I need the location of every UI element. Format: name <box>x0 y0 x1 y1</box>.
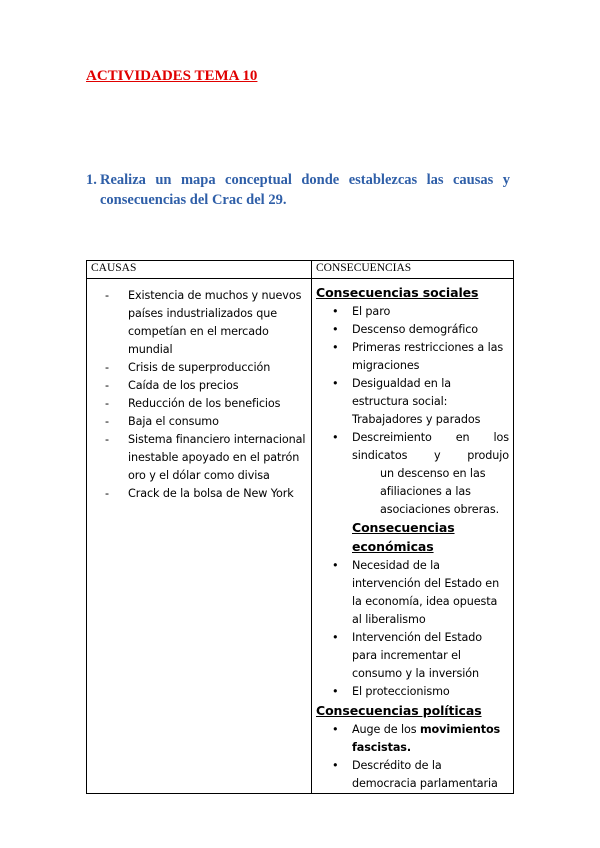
causa-item: - Existencia de muchos y nuevos países industrializados que competían en el mercado mundial <box>105 287 307 359</box>
causa-item: - Sistema financiero internacional inestable apoyado en el patrón oro y el dólar como divisa <box>105 431 307 485</box>
causa-item: - Crisis de superproducción <box>105 359 307 377</box>
page-title: ACTIVIDADES TEMA 10 <box>86 68 258 84</box>
causa-item: - Reducción de los beneficios <box>105 395 307 413</box>
causas-list <box>87 287 311 503</box>
economic-item: • Intervención del Estado para incrementar el consumo y la inversión <box>332 629 509 683</box>
social-item <box>332 429 509 557</box>
politicas-list <box>316 721 509 793</box>
economic-item: • El proteccionismo <box>332 683 509 701</box>
social-item-part-a: • Descreimiento en los sindicatos y produjo <box>352 431 509 462</box>
social-item: • Desigualdad en la estructura social: Trabajadores y parados <box>332 375 509 429</box>
question-number: 1. <box>86 172 97 188</box>
causa-item: - Caída de los precios <box>105 377 307 395</box>
sociales-heading: Consecuencias sociales <box>316 285 479 300</box>
consecuencias-cell <box>312 279 514 794</box>
question-1 <box>86 170 510 210</box>
social-item-part-b: un descenso en las afiliaciones a las asociaciones obreras. <box>380 467 500 516</box>
causa-item: - Crack de la bolsa de New York <box>105 485 307 503</box>
politicas-heading: Consecuencias políticas <box>316 703 482 718</box>
header-consecuencias: CONSECUENCIAS <box>312 261 514 279</box>
economic-item: • Necesidad de la intervención del Estado en la economía, idea opuesta al liberalismo <box>332 557 509 629</box>
social-item: • El paro <box>332 303 509 321</box>
political-item: • Descrédito de la democracia parlamentaria <box>332 757 509 793</box>
political-item <box>332 721 509 757</box>
sociales-list <box>316 303 509 701</box>
causes-consequences-table <box>86 260 514 794</box>
political-item-prefix: Auge de los <box>352 723 417 736</box>
causas-cell <box>87 279 312 794</box>
social-item: • Descenso demográfico <box>332 321 509 339</box>
causa-item: - Baja el consumo <box>105 413 307 431</box>
question-text: Realiza un mapa conceptual donde establezcas las causas y consecuencias del Crac del 29. <box>100 172 510 208</box>
header-causas: CAUSAS <box>87 261 312 279</box>
social-item: • Primeras restricciones a las migraciones <box>332 339 509 375</box>
economicas-heading: Consecuencias económicas <box>352 520 455 554</box>
political-item-bold: movimientos fascistas. <box>352 723 501 754</box>
